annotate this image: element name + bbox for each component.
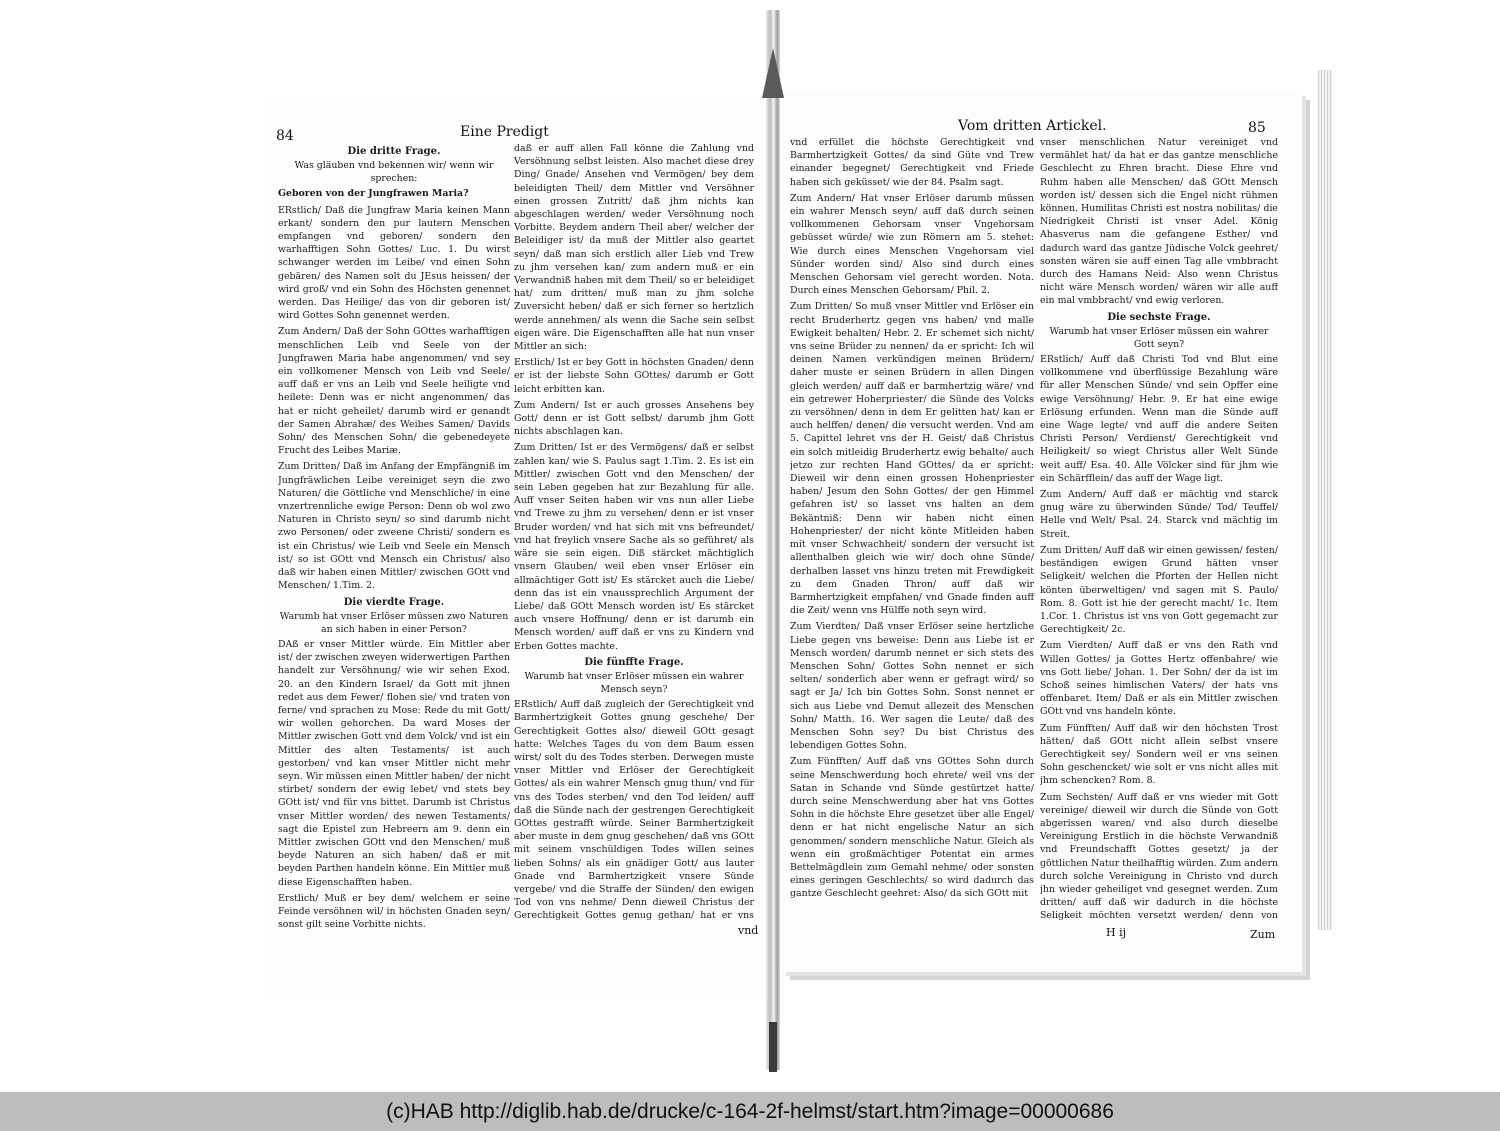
question-6-text: Warumb hat vnser Erlöser müssen ein wahrer Gott seyn? [1049, 325, 1269, 350]
paragraph: Erstlich/ Muß er bey dem/ welchem er seine Feinde versöhnen wil/ in höchsten Gnaden seyn/ sonst gilt seine Vorbitte nichts. [278, 892, 510, 930]
left-catchword: vnd [738, 924, 759, 937]
question-3-article: Geboren von der Jungfrawen Maria? [278, 188, 469, 200]
paragraph: Zum Dritten/ Auff daß wir einen gewissen/ festen/ beständigen ewigen Grund hätten vnser Seligkeit/ welchen die Pforten der Hellen nicht könten überweltigen/ vnd sagen mit S. Paulo/ Rom. 8. Gott ist hie der gerecht macht/ 1c. Item 1.Cor. 1. Christus ist vns von Gott gegemacht zur Gerechtigkeit/ 2c. [1040, 544, 1278, 636]
paragraph: Zum Andern/ Ist er auch grosses Ansehens bey Gott/ denn er ist Gott selbst/ darumb jhm Gott nichts abschlagen kan. [514, 399, 754, 438]
paragraph: daß er auff allen Fall könne die Zahlung vnd Versöhnung selbst leisten. Also machet diese drey Ding/ Gnade/ Ansehen vnd Vermögen/ bey dem beleidigten Theil/ dem Mittler vnd Versöhner einen grossen Zutritt/ daß jhm nichts kan abgeschlagen werden/ weder Versöhnung noch Vorbitte. Beydem andern Theil aber/ welcher der Beleidiger ist/ da muß der Mittler also geartet seyn/ daß man sich erstlich aller Lieb vnd Trew zu jhm versehen kan/ zum andern muß er ein Verwandniß haben mit dem Theil/ so er beleidiget hat/ zum dritten/ muß man zu jhm solche Zuversicht heben/ daß er sich ferner so hertzlich werde annehmen/ als wenn die Sache sein selbst eigen wäre. Die Eigenschafften alle hat nun vnser Mittler an sich: [514, 143, 754, 353]
right-column-2 [1040, 136, 1278, 924]
paragraph: Zum Andern/ Daß der Sohn GOttes warhafftigen menschlichen Leib vnd Seele von der Jungfrawen Maria habe angenommen/ vnd sey ein vollkomener Mensch von Leib vnd Seele/ auff daß er vns an Leib vnd Seele heiligte vnd heilete: Denn was er nicht angenommen/ das hat er nicht geheilet/ darumb wird er genandt der Samen Abrahæ/ des Weibes Samen/ Davids Sohn/ des Menschen Sohn/ die gebenedeyete Frucht des Leibes Mariæ. [278, 326, 510, 457]
paragraph: vnser menschlichen Natur vereiniget vnd vermählet hat/ da hat er das gantze menschliche Geschlecht zu Ehren bracht. Diese Ehre vnd Ruhm haben alle Menschen/ daß GOtt Mensch worden ist/ dessen sich die Engel nicht rühmen können. Humilitas Christi est nostra nobilitas/ die Niedrigkeit Christi ist vnser Adel. König Ahasverus nam die gefangene Esther/ vnd dadurch ward das gantze Jüdische Volck geehret/ sonsten wären sie auff einen Tag alle vmbbracht durch des Hamans Neid: Also wenn Christus nicht wäre Mensch worden/ wären wir alle auff ein mal vmbbracht/ vnd ewig verloren. [1040, 137, 1278, 307]
spine-shadow [762, 48, 784, 98]
left-column-2 [514, 142, 754, 920]
paragraph: Zum Fünfften/ Auff daß wir den höchsten Trost hätten/ daß GOtt nicht allein selbst vnsere Gerechtigkeit sey/ Sondern weil er vns seinen Sohn geschencket/ wie solt er vns nicht alles mit jhm schencken? Rom. 8. [1040, 722, 1278, 787]
paragraph: ERstlich/ Auff daß zugleich der Gerechtigkeit vnd Barmhertzigkeit Gottes gnung geschehe/ Der Gerechtigkeit Gottes also/ dieweil GOtt gesagt hatte: Welches Tages du von dem Baum essen wirst/ solt du des Todes sterben. Derwegen muste vnser Mittler vnd Erlöser der Gerechtigkeit Gottes/ als ein wahrer Mensch gnug thun/ vnd für vns des Todes sterben/ vnd den Tod leiden/ auff daß die Sünde nach der gestrengen Gerechtigkeit GOttes gestrafft würde. Seiner Barmhertzigkeit aber muste in dem gnug geschehen/ daß vns GOtt mit seinem vnschüldigen Todes willen seines lieben Sohns/ als ein gnädiger Gott/ aus lauter Gnade vnd Barmhertzigkeit vnsere Sünde vergebe/ vnd die Straffe der Sünden/ den ewigen Tod von vns nehme/ Denn dieweil Christus der Gerechtigkeit Gottes genug gethan/ hat er vns [514, 699, 754, 920]
paragraph: Erstlich/ Ist er bey Gott in höchsten Gnaden/ denn er ist der liebste Sohn GOttes/ darumb er Gott leicht erbitten kan. [514, 357, 754, 395]
paragraph: Zum Dritten/ Ist er des Vermögens/ daß er selbst zahlen kan/ wie S. Paulus sagt 1.Tim. 2. Es ist ein Mittler/ zwischen Gott vnd den Menschen/ der sein Leben gegeben hat zur Bezahlung für alle. Auff vnser Seiten haben wir vns nun aller Liebe vnd Trewe zu jhm zu versehen/ denn er ist vnser Bruder worden/ vnd hat sich mit vns befreundet/ vnd hat freylich vnsere Sache als so geführet/ als wäre sie sein eigen. Diß stärcket mächtiglich vnsern Glauben/ weil eben vnser Erlöser ein allmächtiger Gott ist/ Es stärcket auch die Liebe/ denn das ist ein vnaussprechlich Argument der Liebe/ daß GOtt Mensch worden ist/ Es stärcket auch vnsere Hoffnung/ denn er ist darumb ein Mensch worden/ auff daß er vns zu Kindern vnd Erben Gottes machte. [514, 442, 754, 652]
paragraph: Zum Sechsten/ Auff daß er vns wieder mit Gott vereinige/ dieweil wir durch die Sünde von Gott abgerissen waren/ vnd also durch dieselbe Vereinigung Erstlich in die höchste Verwandniß vnd Freundschafft Gottes gesetzt/ ja der göttlichen Natur theilhafftig würden. Zum andern durch solche Vereinigung in Christo vnd durch jhn wieder geheiliget vnd gesegnet werden. Zum dritten/ auff daß wir dadurch in die höchste Seligkeit möchten versetzt werden/ denn von [1040, 791, 1278, 922]
paragraph: Zum Fünfften/ Auff daß vns GOttes Sohn durch seine Menschwerdung hoch ehrete/ weil vns der Satan in Schande vnd Sünde gestürtzet hatte/ durch seine Menschwerdung aber hat vns Gottes Sohn in die höchste Ehre gesetzet über alle Engel/ denn er hat nicht engelische Natur an sich genommen/ sondern menschliche Natur. Gleich als wenn ein großmächtiger Potentat ein armes Bettelmägdlein zum Gemahl nehme/ oder sonsten eines geringen Geschlechts/ so wird dadurch das gantze Geschlecht geehret: Also/ da sich GOtt mit [790, 756, 1034, 900]
right-column-1 [790, 136, 1034, 926]
left-running-head: Eine Predigt [460, 124, 549, 140]
question-3-text: Was gläuben vnd bekennen wir/ wenn wir sprechen: [294, 160, 494, 185]
paragraph: Zum Vierdten/ Daß vnser Erlöser seine hertzliche Liebe gegen vns beweise: Denn aus Liebe ist er Mensch worden/ darumb nennet er sich stets des Menschen Sohn/ Gottes Sohn nennet er sich selten/ sonderlich aber wenn er gefragt wird/ so sagt er Ja/ Ich bin Gottes Sohn. Sonst nennet er sich aus Liebe vnd Demut allezeit des Menschen Sohn/ Matth. 16. Wer sagen die Leute/ daß des Menschen Sohn sey? Du bist Christus des lebendigen Gottes Sohn. [790, 621, 1034, 752]
left-column-1 [278, 142, 510, 930]
question-4-title: Die vierdte Frage. [343, 596, 445, 608]
paragraph: ERstlich/ Auff daß Christi Tod vnd Blut eine vollkommene vnd überflüssige Bezahlung wäre für aller Menschen Sünde/ vnd sein Opffer eine ewige Versöhnung/ Hebr. 9. Er hat eine ewige Erlösung erfunden. Wenn man die Sünde auff eine Wage legte/ vnd auff die andere Seiten Christi Person/ Verdienst/ Gerechtigkeit vnd Heiligkeit/ so wiegt Christus aller Welt Sünde weit auff/ Esa. 40. Alle Völcker sind für jhm wie ein Schärfflein/ das auff der Wage ligt. [1040, 354, 1278, 484]
paragraph: ERstlich/ Daß die Jungfraw Maria keinen Mann erkant/ sondern den pur lautern Menschen empfangen vnd geboren/ sondern den warhafftigen Sohn Gottes/ Luc. 1. Du wirst schwanger werden im Leibe/ vnd einen Sohn gebären/ des Namen solt du JEsus heissen/ der wird groß/ vnd ein Sohn des Höchsten genennet werden. Das Heilige/ das von dir geboren ist/ wird Gottes Sohn genennet werden. [278, 204, 510, 322]
question-6-title: Die sechste Frage. [1107, 311, 1211, 323]
right-running-head: Vom dritten Artickel. [958, 118, 1107, 134]
signature-mark: H ij [1106, 926, 1127, 939]
left-page-number: 84 [276, 128, 294, 144]
credit-footer: (c)HAB http://diglib.hab.de/drucke/c-164-2f-helmst/start.htm?image=00000686 [0, 1092, 1500, 1131]
page-edges [1318, 70, 1332, 930]
spine-base [769, 1022, 777, 1072]
book-spine [766, 10, 780, 1070]
question-5-title: Die fünffte Frage. [584, 656, 684, 668]
paragraph: Zum Andern/ Hat vnser Erlöser darumb müssen ein wahrer Mensch seyn/ auff daß durch seinen vollkommenen Gehorsam vnser Vngehorsam gebüsset würde/ wie zun Römern am 5. stehet: Wie durch eines Menschen Vngehorsam viel Sünder worden sind/ Also sind durch eines Menschen Gehorsam viel gerecht worden. Nota. Durch eines Menschen Gehorsam/ Phil. 2. [790, 192, 1034, 297]
question-4-text: Warumb hat vnser Erlöser müssen zwo Naturen an sich haben in einer Person? [279, 610, 509, 635]
right-page-number: 85 [1248, 120, 1266, 136]
paragraph: DAß er vnser Mittler würde. Ein Mittler aber ist/ der zwischen zweyen widerwertigen Parthen handelt zur Versöhnung/ wie wir sehen Exod. 20. an den Kindern Israel/ da Gott mit jhnen redet aus dem Fewer/ flohen sie/ vnd traten von ferne/ vnd sprachen zu Mose: Rede du mit Gott/ wir wollen gehorchen. Da ward Moses der Mittler zwischen Gott vnd dem Volck/ vnd ist ein Mittler des alten Testaments/ ist auch gestorben/ vnd kan vnser Mittler nicht mehr seyn. Wir müssen einen Mittler haben/ der nicht stirbet/ sondern der ewig lebet/ vnd stets bey GOtt ist/ vnd für vns bittet. Darumb ist Christus vnser Mittler worden/ des newen Testaments/ sagt die Epistel zun Hebreern am 9. denn ein Mittler zwischen GOtt vnd den Menschen/ muß beyde Naturen an sich haben/ daß er mit beyden Parthen handeln könne. Ein Mittler muß diese Eigenschafften haben. [278, 638, 510, 888]
question-5-text: Warumb hat vnser Erlöser müssen ein wahrer Mensch seyn? [524, 670, 744, 695]
right-catchword: Zum [1250, 928, 1276, 941]
paragraph: Zum Dritten/ Daß im Anfang der Empfängniß im Jungfräwlichen Leibe vereiniget seyn die zwo Naturen/ die Göttliche vnd Menschliche/ in eine vnzertrennliche ewige Person: Denn ob wol zwo Naturen in Christo seyn/ so sind darumb nicht zwo Personen/ oder zweene Christi/ sondern es ist ein Christus/ wie Leib vnd Seele ein Mensch ist/ so ist GOtt vnd Mensch ein Christus/ also daß wir haben einen Mittler/ zwischen GOtt vnd Menschen/ 1.Tim. 2. [278, 461, 510, 592]
paragraph: Zum Dritten/ So muß vnser Mittler vnd Erlöser ein recht Bruderhertz gegen vns haben/ vnd malle Ewigkeit behalten/ Hebr. 2. Er schemet sich nicht/ vns seine Brüder zu nennen/ da er spricht: Ich wil deinen Namen verkündigen meinen Brüdern/ daher muste er seinen Brüdern in allen Dingen gleich werden/ auff daß er barmhertzig wäre/ vnd ein getrewer Hoherpriester/ die Sünde des Volcks zu versöhnen/ denn in dem Er gelitten hat/ kan er auch helffen/ denen/ die versucht werden. Vnd am 5. Capittel lehret vns der H. Geist/ daß Christus ein solch mitleidig Bruderhertz ewig behalte/ auch jetzo zur rechten Hand GOttes/ da er spricht: Dieweil wir denn einen grossen Hohenpriester haben/ Jesum den Sohn Gottes/ der gen Himmel gefahren ist/ so lasset vns halten an dem Bekäntniß: Denn wir haben nicht einen Hohenpriester/ der nicht könte Mitleiden haben mit vnser Schwachheit/ sondern der versucht ist allenthalben gleich wie wir/ doch ohne Sünde/ derhalben lasset vns hinzu treten mit Frewdigkeit zu dem Gnaden Thron/ auff daß wir Barmhertzigkeit empfahen/ vnd Gnade finden auff die Zeit/ wenn vns Hülffe noth seyn wird. [790, 301, 1034, 617]
paragraph: Zum Vierdten/ Auff daß er vns den Rath vnd Willen Gottes/ ja Gottes Hertz offenbahre/ wie vns Gott liebe/ Johan. 1. Der Sohn/ der da ist im Schoß seines himlischen Vaters/ der hats vns offenbaret. Item/ Daß er als ein Mittler zwischen GOtt vnd vns handeln könte. [1040, 640, 1278, 718]
paragraph: Zum Andern/ Auff daß er mächtig vnd starck gnug wäre zu überwinden Sünde/ Tod/ Teuffel/ Helle vnd Welt/ Psal. 24. Starck vnd mächtig im Streit. [1040, 489, 1278, 540]
question-3-title: Die dritte Frage. [347, 146, 441, 157]
paragraph: vnd erfüllet die höchste Gerechtigkeit vnd Barmhertzigkeit Gottes/ da sind Güte vnd Trew einander begegnet/ Gerechtigkeit vnd Friede haben sich geküsset/ wie der 84. Psalm sagt. [790, 137, 1034, 188]
